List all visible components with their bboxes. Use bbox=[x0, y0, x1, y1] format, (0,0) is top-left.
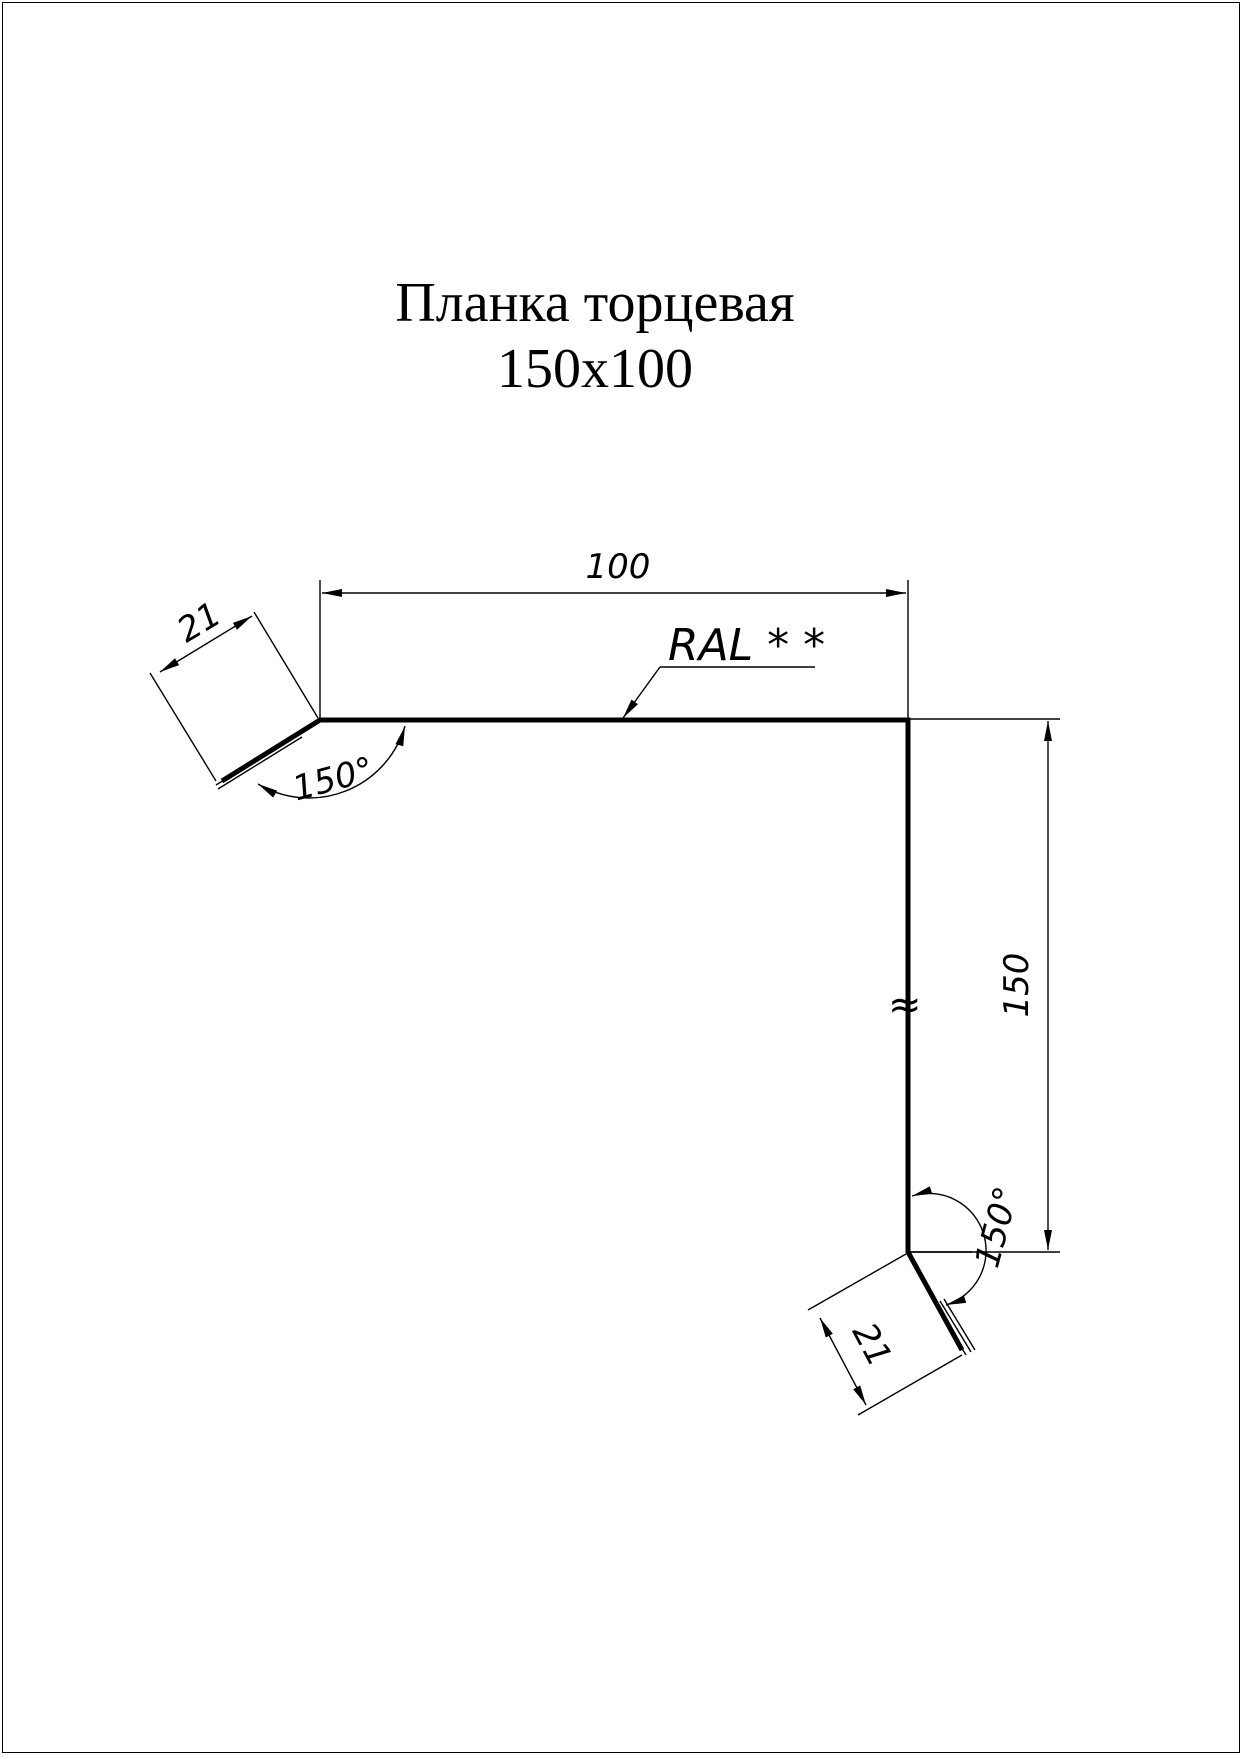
drawing-title: Планка торцевая bbox=[395, 272, 795, 334]
dimension-left-flange-label: 21 bbox=[170, 594, 229, 651]
profile-outline bbox=[222, 720, 962, 1350]
dimension-height bbox=[910, 719, 1060, 1252]
drawing-size: 150x100 bbox=[497, 338, 693, 400]
dimension-left-angle-label: 150° bbox=[288, 749, 378, 810]
break-symbol: ≈ bbox=[888, 982, 922, 1028]
dimension-height-label: 150 bbox=[997, 952, 1037, 1018]
dimension-left-flange bbox=[150, 594, 318, 781]
coating-label: RAL * * bbox=[668, 620, 826, 671]
dimension-bottom-flange bbox=[808, 1254, 962, 1415]
dimension-left-angle bbox=[258, 726, 405, 809]
dimension-bottom-flange-label: 21 bbox=[843, 1316, 900, 1374]
dimension-bottom-angle-label: 150° bbox=[967, 1182, 1028, 1272]
coating-leader bbox=[623, 620, 825, 718]
dimension-width-label: 100 bbox=[585, 547, 651, 587]
